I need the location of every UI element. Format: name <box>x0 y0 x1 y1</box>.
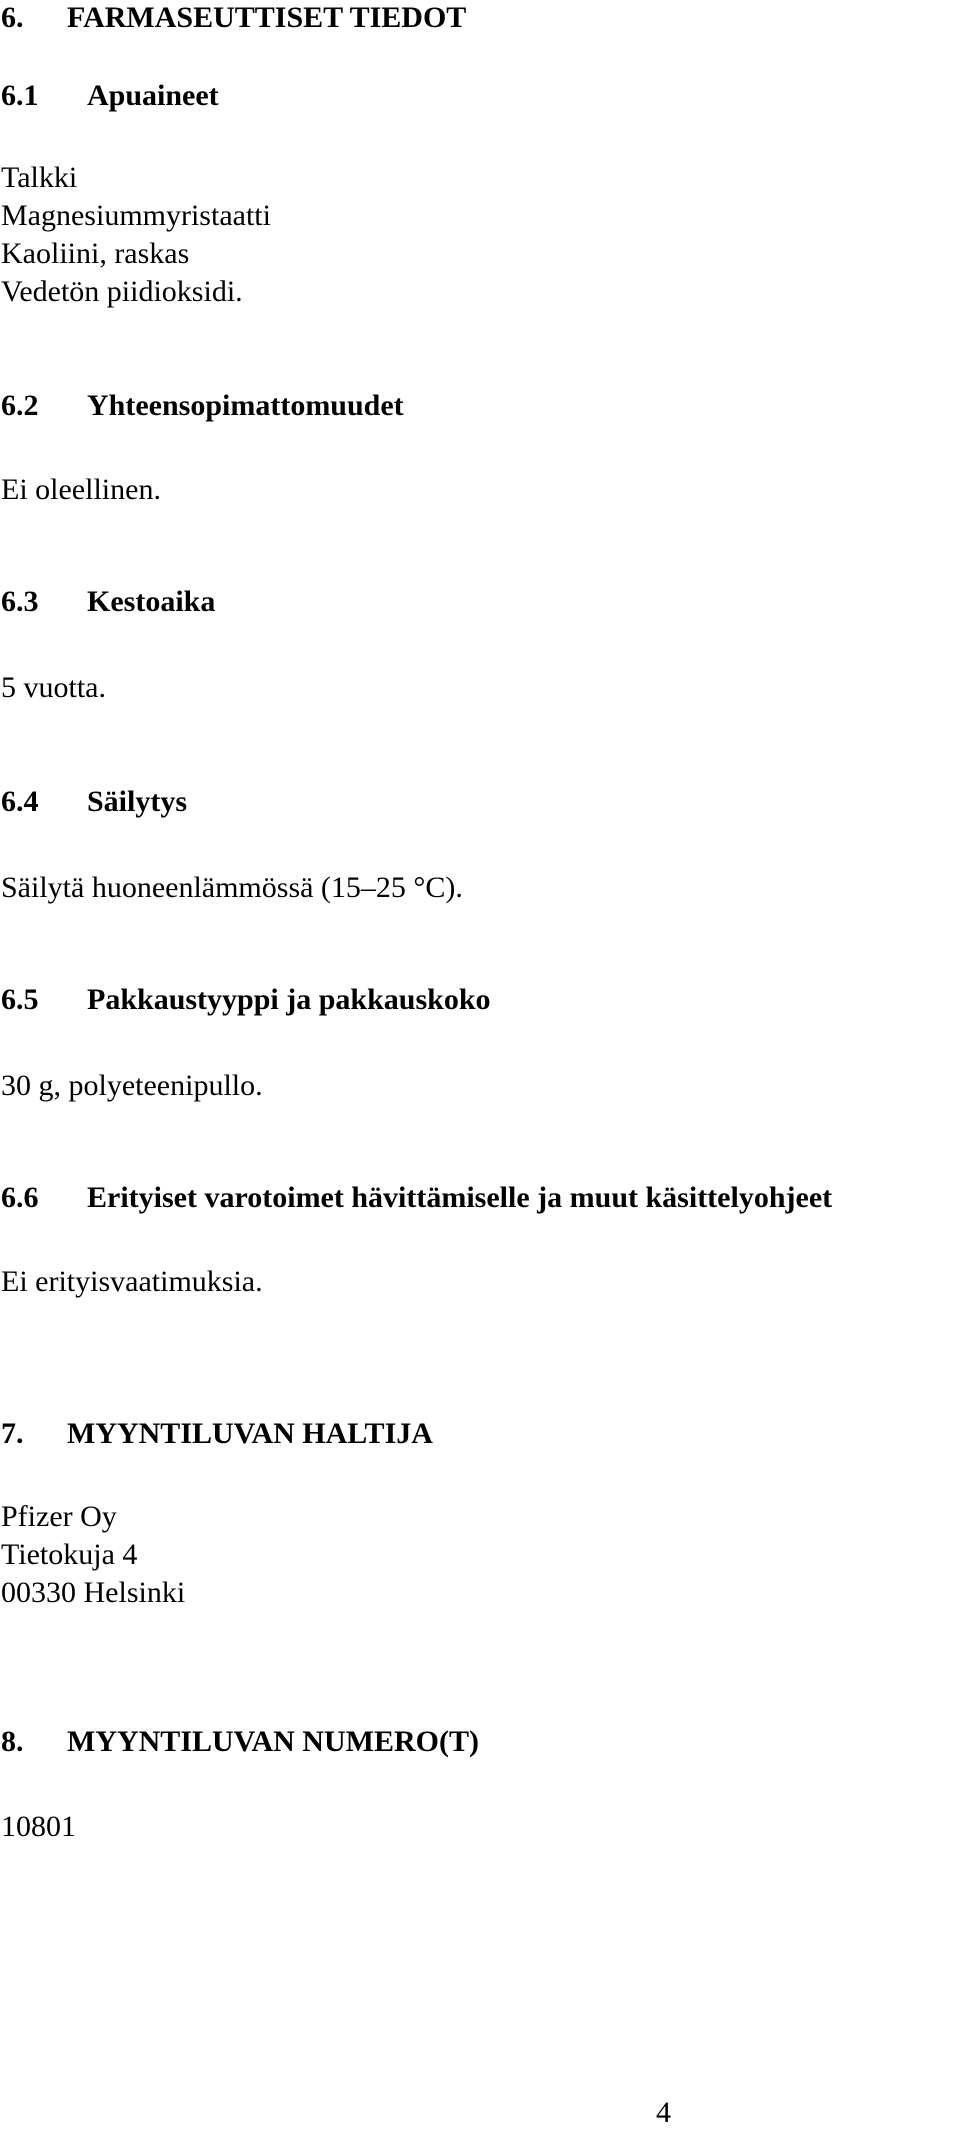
section-number: 6. <box>1 1 24 34</box>
section-title: MYYNTILUVAN NUMERO(T) <box>67 1725 479 1758</box>
package-text: 30 g, polyeteenipullo. <box>1 1069 263 1102</box>
subsection-number: 6.1 <box>1 79 39 112</box>
address-line: 00330 Helsinki <box>1 1576 186 1609</box>
list-item: Vedetön piidioksidi. <box>1 275 243 308</box>
section-number: 8. <box>1 1725 24 1758</box>
shelf-life-text: 5 vuotta. <box>1 671 106 704</box>
subsection-number: 6.2 <box>1 389 39 422</box>
marketing-holder-address <box>1 1498 185 1612</box>
subsection-6-6-heading <box>1 1180 832 1216</box>
list-item: Talkki <box>1 161 78 194</box>
list-item: Magnesiummyristaatti <box>1 199 271 232</box>
incompatibilities-text: Ei oleellinen. <box>1 473 161 506</box>
subsection-title: Erityiset varotoimet hävittämiselle ja muut käsittelyohjeet <box>87 1181 833 1214</box>
storage-text: Säilytä huoneenlämmössä (15–25 °C). <box>1 871 463 904</box>
section-title: FARMASEUTTISET TIEDOT <box>67 1 467 34</box>
subsection-title: Pakkaustyyppi ja pakkauskoko <box>87 983 491 1016</box>
disposal-text: Ei erityisvaatimuksia. <box>1 1265 263 1298</box>
address-line: Tietokuja 4 <box>1 1538 138 1571</box>
address-line: Pfizer Oy <box>1 1500 117 1533</box>
section-8-heading <box>1 1724 479 1760</box>
authorisation-number: 10801 <box>1 1810 76 1843</box>
subsection-6-3-heading <box>1 584 215 620</box>
page-number: 4 <box>656 2096 671 2129</box>
subsection-number: 6.4 <box>1 785 39 818</box>
subsection-6-4-heading <box>1 784 187 820</box>
subsection-number: 6.3 <box>1 585 39 618</box>
list-item: Kaoliini, raskas <box>1 237 190 270</box>
section-number: 7. <box>1 1417 24 1450</box>
subsection-title: Yhteensopimattomuudet <box>87 389 404 422</box>
subsection-title: Kestoaika <box>87 585 216 618</box>
excipients-list <box>1 159 271 311</box>
subsection-number: 6.6 <box>1 1181 39 1214</box>
section-7-heading <box>1 1416 433 1452</box>
section-6-heading <box>1 0 466 36</box>
subsection-number: 6.5 <box>1 983 39 1016</box>
subsection-title: Säilytys <box>87 785 188 818</box>
subsection-6-2-heading <box>1 388 404 424</box>
subsection-6-5-heading <box>1 982 491 1018</box>
section-title: MYYNTILUVAN HALTIJA <box>67 1417 433 1450</box>
subsection-title: Apuaineet <box>87 79 219 112</box>
subsection-6-1-heading <box>1 78 219 114</box>
